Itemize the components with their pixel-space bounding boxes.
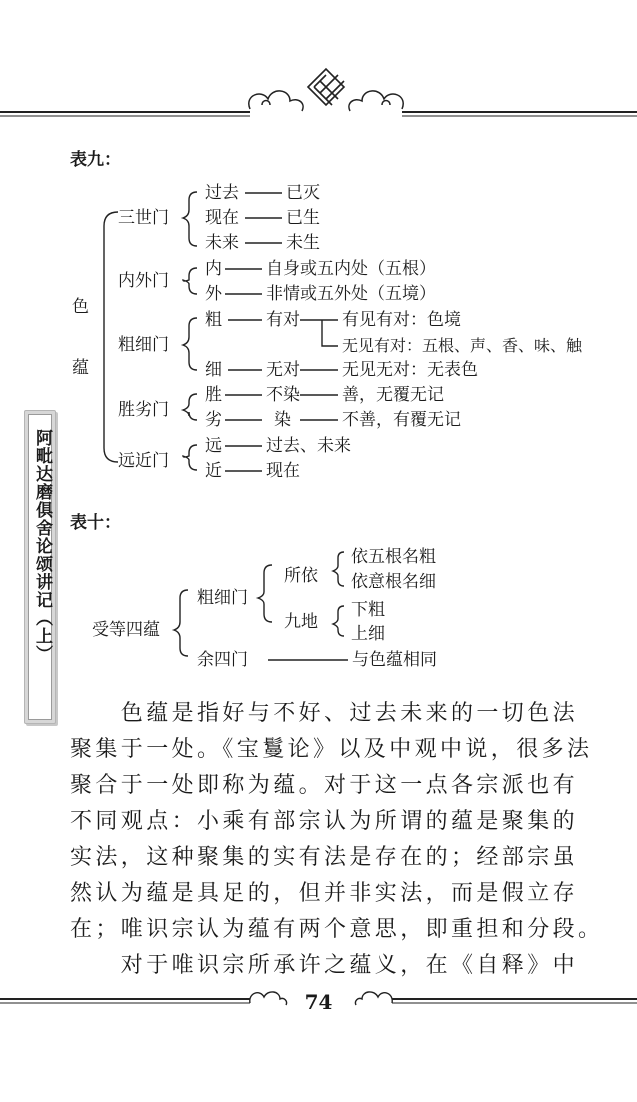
table10-jiudi-item: 上细 [351,624,385,644]
shengle-item-b: 染 [274,410,291,430]
shengle-item-b: 不染 [266,385,300,405]
page-number: 74 [304,990,333,1014]
table9-root-char-1: 色 [72,297,89,317]
cuxi-cu: 粗 [205,310,222,330]
shengle-item-a: 胜 [205,385,222,405]
gate-cuxi: 粗细门 [118,335,169,355]
shengle-item-c: 善，无覆无记 [342,385,444,405]
table10-suoyi: 所依 [284,566,318,586]
sanshi-item-b: 未生 [286,233,320,253]
paragraph-line: 色蕴是指好与不好、过去未来的一切色法 [70,701,579,726]
paragraph-line: 对于唯识宗所承许之蕴义，在《自释》中 [70,953,579,978]
sanshi-item-a: 现在 [205,208,239,228]
table10-jiudi: 九地 [284,612,318,632]
cuxi-wudui: 无对 [266,360,300,380]
table10-yusi-value: 与色蕴相同 [352,650,437,670]
paragraph-line: 不同观点：小乘有部宗认为所谓的蕴是聚集的 [70,809,579,834]
book-title: 阿毗达磨俱舍论颂讲记（上） [32,429,52,663]
yuanjin-item-a: 远 [205,436,222,456]
paragraph-line: 聚合于一处即称为蕴。对于这一点各宗派也有 [70,773,579,798]
cuxi-wujian: 无见有对：五根、声、香、味、触 [342,336,583,355]
paragraph-line: 在；唯识宗认为蕴有两个意思，即重担和分段。 [70,917,604,942]
yuanjin-item-a: 近 [205,461,222,481]
sanshi-item-b: 已生 [286,208,320,228]
neiwai-item-a: 外 [205,284,222,304]
table10-yusi: 余四门 [197,650,248,670]
table9-label: 表九： [70,150,121,170]
table10-jiudi-item: 下粗 [351,600,385,620]
yuanjin-item-b: 过去、未来 [266,436,351,456]
table10-cuxi: 粗细门 [197,588,248,608]
gate-yuanjin: 远近门 [118,451,169,471]
sanshi-item-a: 过去 [205,183,239,203]
yuanjin-item-b: 现在 [266,461,300,481]
shengle-item-c: 不善，有覆无记 [342,410,461,430]
sanshi-item-a: 未来 [205,233,239,253]
table10-root: 受等四蕴 [92,620,160,640]
paragraph-line: 聚集于一处。《宝鬘论》以及中观中说，很多法 [70,737,593,762]
gate-neiwai: 内外门 [118,271,169,291]
neiwai-item-b: 非情或五外处（五境） [266,284,436,304]
paragraph-line: 实法，这种聚集的实有法是存在的；经部宗虽 [70,845,579,870]
cuxi-youdui: 有对 [266,310,300,330]
sanshi-item-b: 已灭 [286,183,320,203]
paragraph-line: 然认为蕴是具足的，但并非实法，而是假立存 [70,881,579,906]
gate-sanshi: 三世门 [118,208,169,228]
table10-suoyi-item: 依意根名细 [351,572,436,592]
table10-suoyi-item: 依五根名粗 [351,547,436,567]
cuxi-youjian: 有见有对：色境 [342,310,461,330]
neiwai-item-b: 自身或五内处（五根） [266,259,436,279]
table10-label: 表十： [70,513,121,533]
gate-shengle: 胜劣门 [118,400,169,420]
table9-root-char-2: 蕴 [72,358,89,378]
cuxi-xi: 细 [205,360,222,380]
cuxi-wujianwudui: 无见无对：无表色 [342,360,478,380]
neiwai-item-a: 内 [205,259,222,279]
shengle-item-a: 劣 [205,410,222,430]
